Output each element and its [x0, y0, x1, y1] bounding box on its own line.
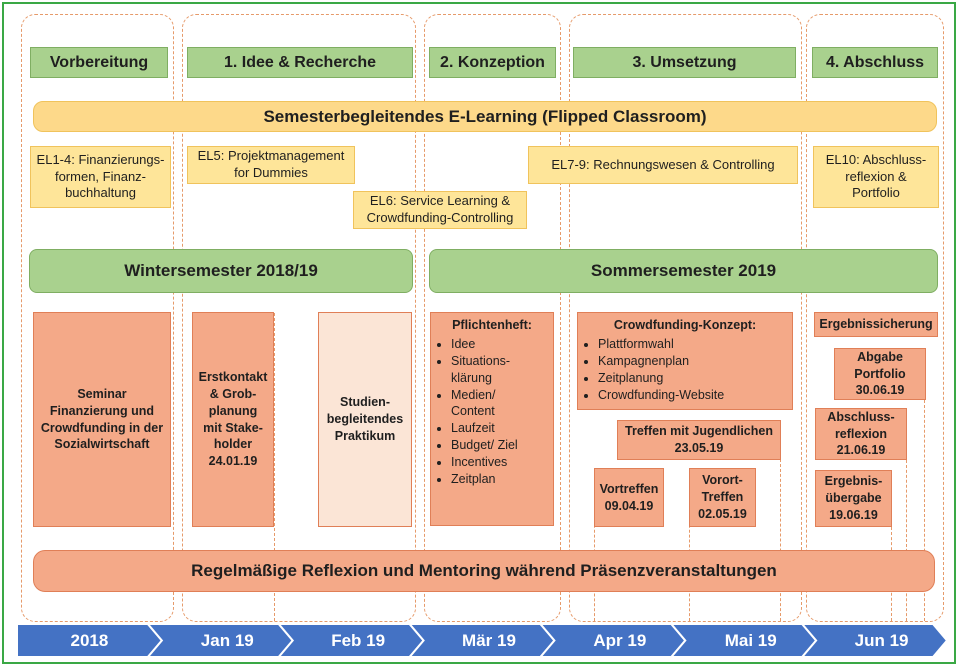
phase-header-vorbereitung: Vorbereitung	[30, 47, 168, 78]
list-item: • Zeitplan	[451, 471, 553, 488]
abgabe-portfolio-box: Abgabe Portfolio 30.06.19	[834, 348, 926, 400]
timeline-month-label: Jan 19	[200, 630, 254, 650]
semester-summer: Sommersemester 2019	[429, 249, 938, 293]
erstkontakt-box: Erstkontakt & Grob- planung mit Stake- holder 24.01.19	[192, 312, 274, 527]
list-item: • Situations- klärung	[451, 353, 553, 387]
timeline-month-label: Feb 19	[331, 630, 386, 650]
list-item: • Budget/ Ziel	[451, 437, 553, 454]
list-item: • Idee	[451, 336, 553, 353]
praktikum-box: Studien- begleitendes Praktikum	[318, 312, 412, 527]
crowdfunding-concept-box	[577, 312, 793, 410]
list-item: • Laufzeit	[451, 420, 553, 437]
list-item: • Crowdfunding-Website	[598, 387, 792, 404]
list-item: • Zeitplanung	[598, 370, 792, 387]
vorort-treffen-box: Vorort- Treffen 02.05.19	[689, 468, 756, 527]
timeline	[17, 624, 947, 657]
phase-header-konzeption: 2. Konzeption	[429, 47, 556, 78]
timeline-month-label: 2018	[70, 630, 109, 650]
timeline-month-label: Jun 19	[854, 630, 909, 650]
timeline-month-label: Mär 19	[462, 630, 516, 650]
ergebnissicherung-box: Ergebnissicherung	[814, 312, 938, 337]
pflichtenheft-title: Pflichtenheft:	[452, 318, 532, 332]
list-item: • Plattformwahl	[598, 336, 792, 353]
reflexion-mentoring-bar: Regelmäßige Reflexion und Mentoring während Präsenzveranstaltungen	[33, 550, 935, 592]
timeline-month-label: Apr 19	[593, 630, 647, 650]
list-item: • Kampagnenplan	[598, 353, 792, 370]
vortreffen-box: Vortreffen 09.04.19	[594, 468, 664, 527]
crowdfunding-concept-list	[578, 336, 792, 404]
el-module-el7-9: EL7-9: Rechnungswesen & Controlling	[528, 146, 798, 184]
list-item: • Medien/ Content	[451, 387, 553, 421]
crowdfunding-concept-title: Crowdfunding-Konzept:	[613, 318, 757, 332]
abschlussreflexion-box: Abschluss- reflexion 21.06.19	[815, 408, 907, 460]
el-module-el6: EL6: Service Learning & Crowdfunding-Controlling	[353, 191, 527, 229]
treffen-jugendliche-box: Treffen mit Jugendlichen 23.05.19	[617, 420, 781, 460]
pflichtenheft-list	[431, 336, 553, 488]
list-item: • Incentives	[451, 454, 553, 471]
elearning-bar: Semesterbegleitendes E-Learning (Flipped Classroom)	[33, 101, 937, 132]
timeline-month-label: Mai 19	[724, 630, 777, 650]
guide-line	[906, 460, 907, 621]
el-module-el1-4: EL1-4: Finanzierungs- formen, Finanz- buchhaltung	[30, 146, 171, 208]
phase-header-idee: 1. Idee & Recherche	[187, 47, 413, 78]
ergebnisuebergabe-box: Ergebnis- übergabe 19.06.19	[815, 470, 892, 527]
phase-header-umsetzung: 3. Umsetzung	[573, 47, 796, 78]
el-module-el5: EL5: Projektmanagement for Dummies	[187, 146, 355, 184]
guide-line	[780, 459, 781, 621]
seminar-box: Seminar Finanzierung und Crowdfunding in der Sozialwirtschaft	[33, 312, 171, 527]
pflichtenheft-box	[430, 312, 554, 526]
phase-header-abschluss: 4. Abschluss	[812, 47, 938, 78]
el-module-el10: EL10: Abschluss- reflexion & Portfolio	[813, 146, 939, 208]
semester-winter: Wintersemester 2018/19	[29, 249, 413, 293]
